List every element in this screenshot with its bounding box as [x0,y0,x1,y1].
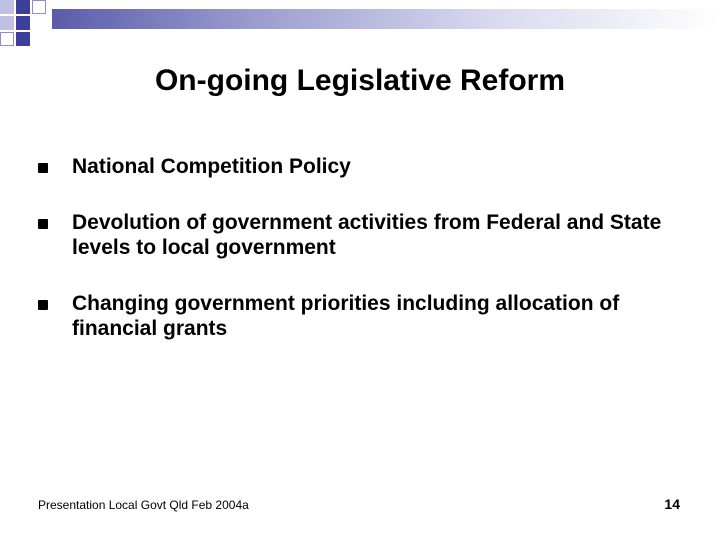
bullet-text: National Competition Policy [72,155,351,178]
page-number: 14 [664,496,680,512]
deco-square [16,32,30,46]
deco-square [0,0,14,14]
bullet-item [38,291,698,341]
deco-square [0,16,14,30]
header-gradient-bar [52,9,720,29]
bullet-item [38,154,698,179]
square-bullet-icon [38,300,48,310]
bullet-list [38,154,698,372]
square-bullet-icon [38,219,48,229]
deco-square [16,16,30,30]
square-bullet-icon [38,163,48,173]
bullet-text: Devolution of government activities from Federal and State levels to local government [72,211,662,259]
bullet-item [38,210,698,260]
slide-title: On-going Legislative Reform [154,64,566,97]
deco-square [32,0,46,14]
deco-square [0,32,14,46]
footer-text: Presentation Local Govt Qld Feb 2004a [38,498,249,512]
header-decoration [0,0,720,50]
bullet-text: Changing government priorities including allocation of financial grants [72,292,620,340]
deco-square [16,0,30,14]
